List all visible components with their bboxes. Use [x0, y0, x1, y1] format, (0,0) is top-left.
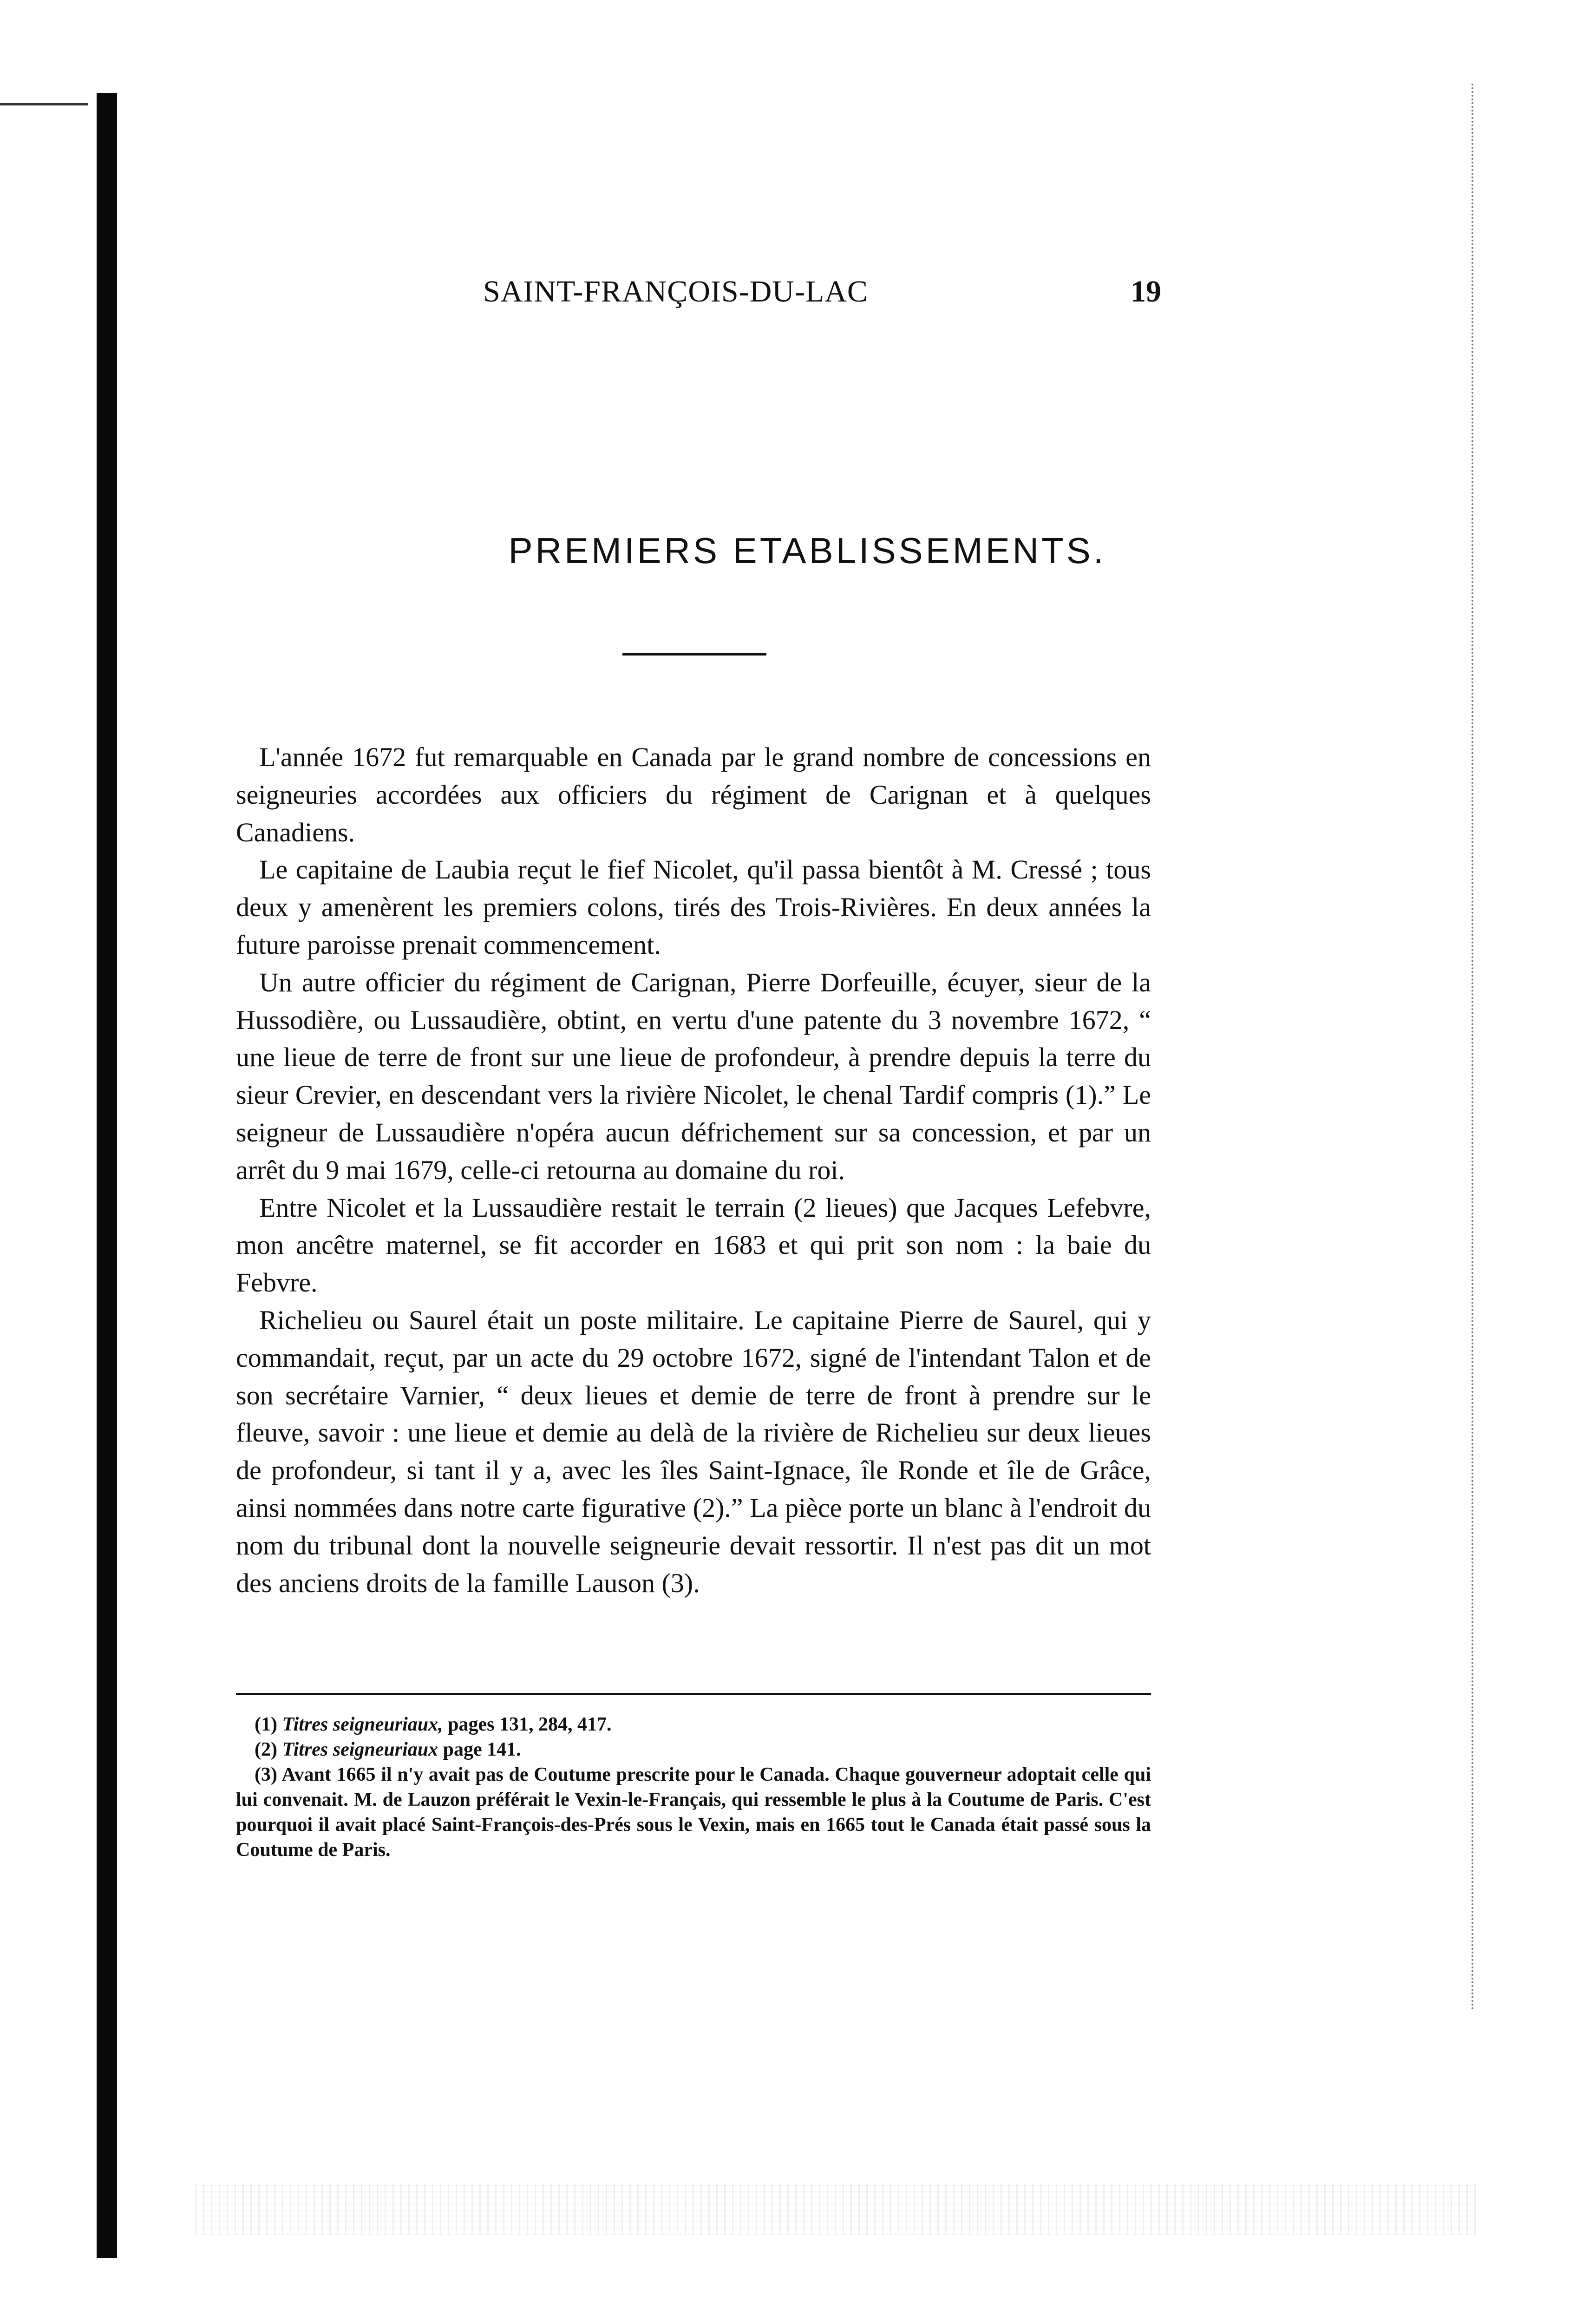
footnote-marker: (1)	[255, 1714, 277, 1735]
scan-edge-mark	[0, 103, 88, 105]
footnote-marker: (2)	[255, 1739, 277, 1760]
scan-right-edge	[1472, 84, 1476, 2012]
paragraph: Le capitaine de Laubia reçut le fief Nicolet, qu'il passa bientôt à M. Cressé ; tous deux y amenèrent les premiers colons, tirés des Trois-Rivières. En deux années la future paroisse prenait commencement.	[236, 854, 1151, 960]
footnote-text: page 141.	[443, 1739, 521, 1760]
footnote-source: Titres seigneuriaux,	[282, 1714, 443, 1735]
footnote-source: Titres seigneuriaux	[282, 1739, 438, 1760]
paragraph: Un autre officier du régiment de Carignan, Pierre Dorfeuille, écuyer, sieur de la Hussodière, ou Lussaudière, obtint, en vertu d'une patente du 3 novembre 1672, “ une lieue de terre de front sur une lieue de profondeur, à prendre depuis la terre du sieur Crevier, en descendant vers la rivière Nicolet, le chenal Tardif compris (1).” Le seigneur de Lussaudière n'opéra aucun défrichement sur sa concession, et par un arrêt du 9 mai 1679, celle-ci retourna au domaine du roi.	[236, 967, 1151, 1185]
footnote	[236, 1737, 1151, 1762]
footnote	[236, 1712, 1151, 1737]
running-title: SAINT-FRANÇOIS-DU-LAC	[483, 275, 868, 308]
title-rule	[622, 653, 766, 656]
page-number: 19	[1131, 275, 1161, 308]
scan-binding-edge	[97, 93, 117, 2258]
footnote-text: pages 131, 284, 417.	[448, 1714, 612, 1735]
paragraph: L'année 1672 fut remarquable en Canada par le grand nombre de concessions en seigneuries accordées aux officiers du régiment de Carignan et à quelques Canadiens.	[236, 742, 1151, 847]
footnote	[236, 1762, 1151, 1862]
footnote-marker: (3)	[255, 1764, 277, 1785]
body-text	[236, 739, 1151, 1602]
paragraph: Entre Nicolet et la Lussaudière restait le terrain (2 lieues) que Jacques Lefebvre, mon ancêtre maternel, se fit accorder en 1683 et qui prit son nom : la baie du Febvre.	[236, 1192, 1151, 1298]
paragraph: Richelieu ou Saurel était un poste militaire. Le capitaine Pierre de Saurel, qui y commandait, reçut, par un acte du 29 octobre 1672, signé de l'intendant Talon et de son secrétaire Varnier, “ deux lieues et demie de terre de front à prendre sur le fleuve, savoir : une lieue et demie au delà de la rivière de Richelieu sur deux lieues de profondeur, si tant il y a, avec les îles Saint-Ignace, île Ronde et île de Grâce, ainsi nommées dans notre carte figurative (2).” La pièce porte un blanc à l'endroit du nom du tribunal dont la nouvelle seigneurie devait ressortir. Il n'est pas dit un mot des anciens droits de la famille Lauson (3).	[236, 1305, 1151, 1598]
page-header	[483, 274, 1161, 316]
footnote-rule	[236, 1693, 1151, 1695]
footnotes	[236, 1712, 1151, 1862]
section-title: PREMIERS ETABLISSEMENTS.	[508, 530, 1106, 571]
footnote-text: Avant 1665 il n'y avait pas de Coutume prescrite pour le Canada. Chaque gouverneur adoptait celle qui lui convenait. M. de Lauzon préférait le Vexin-le-Français, qui ressemble le plus à la Coutume de Paris. C'est pourquoi il avait placé Saint-François-des-Prés sous le Vexin, mais en 1665 tout le Canada était passé sous la Coutume de Paris.	[236, 1764, 1151, 1861]
scan-bottom-noise	[195, 2183, 1477, 2235]
